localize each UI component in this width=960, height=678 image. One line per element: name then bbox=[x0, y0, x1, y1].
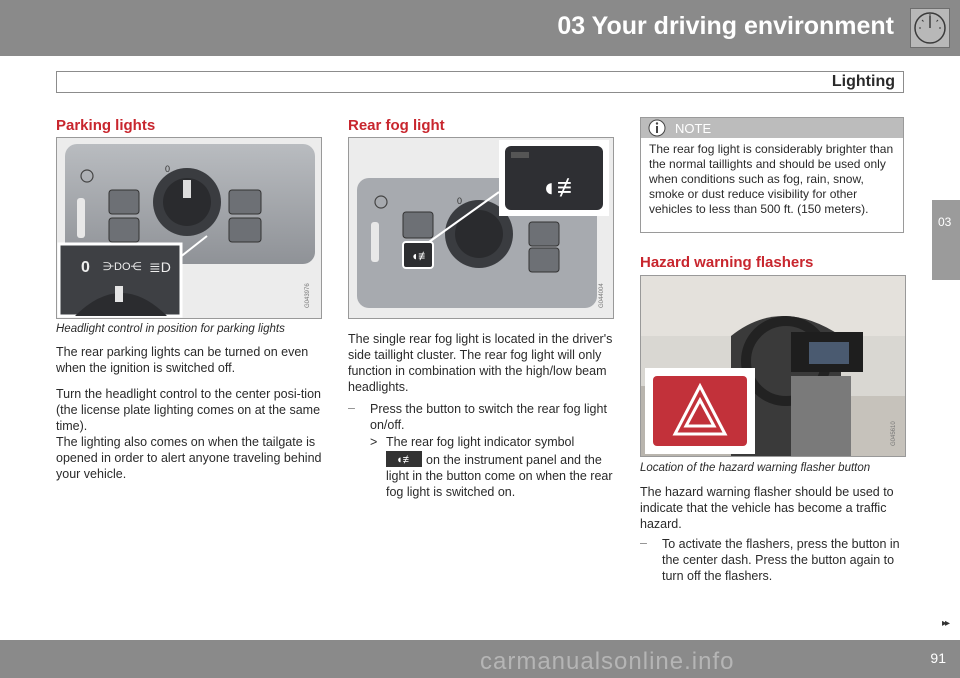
watermark: carmanualsonline.info bbox=[480, 648, 735, 675]
step-dash: – bbox=[348, 401, 355, 415]
image-code: G045610 bbox=[891, 421, 897, 446]
image-code: G044004 bbox=[599, 283, 605, 308]
note-text: The rear fog light is considerably brighter than the normal taillights and should be used only when conditions such as fog, rain, snow, smoke or dust reduce visibility for other vehicles to less than 500 ft. (150 meters). bbox=[649, 142, 894, 216]
hazard-button-image bbox=[640, 275, 906, 457]
fog-result-a: The rear fog light indicator symbol bbox=[386, 435, 575, 449]
parking-p2: Turn the headlight control to the center posi-tion (the license plate lighting comes on at the same time). bbox=[56, 387, 321, 433]
image-code: G043976 bbox=[305, 283, 311, 308]
headlight-control-image bbox=[56, 137, 322, 319]
note-box bbox=[640, 117, 904, 233]
section-bar bbox=[56, 71, 904, 93]
page-number: 91 bbox=[930, 650, 946, 666]
svg-text:◖≢: ◖≢ bbox=[396, 454, 414, 466]
step-dash: – bbox=[640, 536, 647, 550]
rear-fog-heading: Rear fog light bbox=[348, 117, 445, 134]
chapter-tab-label: 03 bbox=[938, 215, 952, 229]
section-title: Lighting bbox=[831, 73, 895, 90]
chapter-tab[interactable] bbox=[932, 200, 960, 280]
hazard-step: To activate the flashers, press the button in the center dash. Press the button again to turn off the flashers. bbox=[662, 537, 900, 583]
svg-text:0: 0 bbox=[165, 164, 171, 174]
knob-zero: 0 bbox=[457, 196, 463, 206]
hazard-caption: Location of the hazard warning flasher button bbox=[640, 462, 871, 474]
result-marker: > bbox=[370, 435, 378, 449]
svg-text:◖≢: ◖≢ bbox=[411, 249, 431, 263]
chapter-title: 03 Your driving environment bbox=[557, 12, 894, 40]
knob-zero-inset: 0 bbox=[81, 259, 90, 276]
fog-result-b: on the instrument panel and the light in the button come on when the rear fog light is switched on. bbox=[386, 453, 613, 499]
parking-lights-heading: Parking lights bbox=[56, 117, 156, 134]
gauge-icon bbox=[910, 8, 950, 48]
svg-text:≣D: ≣D bbox=[149, 259, 171, 275]
note-header bbox=[641, 118, 903, 138]
fog-step: Press the button to switch the rear fog light on/off. bbox=[370, 402, 607, 432]
rear-fog-button-image bbox=[348, 137, 614, 319]
note-label: NOTE bbox=[675, 121, 712, 136]
parking-caption: Headlight control in position for parking lights bbox=[56, 323, 285, 335]
fog-p1: The single rear fog light is located in the driver's side taillight cluster. The rear fog light will only function in combination with the high/low beam headlights. bbox=[348, 332, 613, 394]
hazard-heading: Hazard warning flashers bbox=[640, 254, 814, 271]
parking-p1: The rear parking lights can be turned on even when the ignition is switched off. bbox=[56, 345, 309, 375]
header-bar bbox=[0, 0, 960, 56]
next-page-arrows[interactable]: ▸▸ bbox=[941, 618, 948, 629]
parking-p3: The lighting also comes on when the tailgate is opened in order to alert anyone traveling behind your vehicle. bbox=[56, 435, 322, 481]
svg-text:◖≢: ◖≢ bbox=[541, 172, 583, 202]
info-icon bbox=[647, 118, 667, 143]
hazard-p1: The hazard warning flasher should be used to indicate that the vehicle has become a traffic hazard. bbox=[640, 485, 894, 531]
svg-text:⋺DO⋲: ⋺DO⋲ bbox=[103, 261, 142, 273]
